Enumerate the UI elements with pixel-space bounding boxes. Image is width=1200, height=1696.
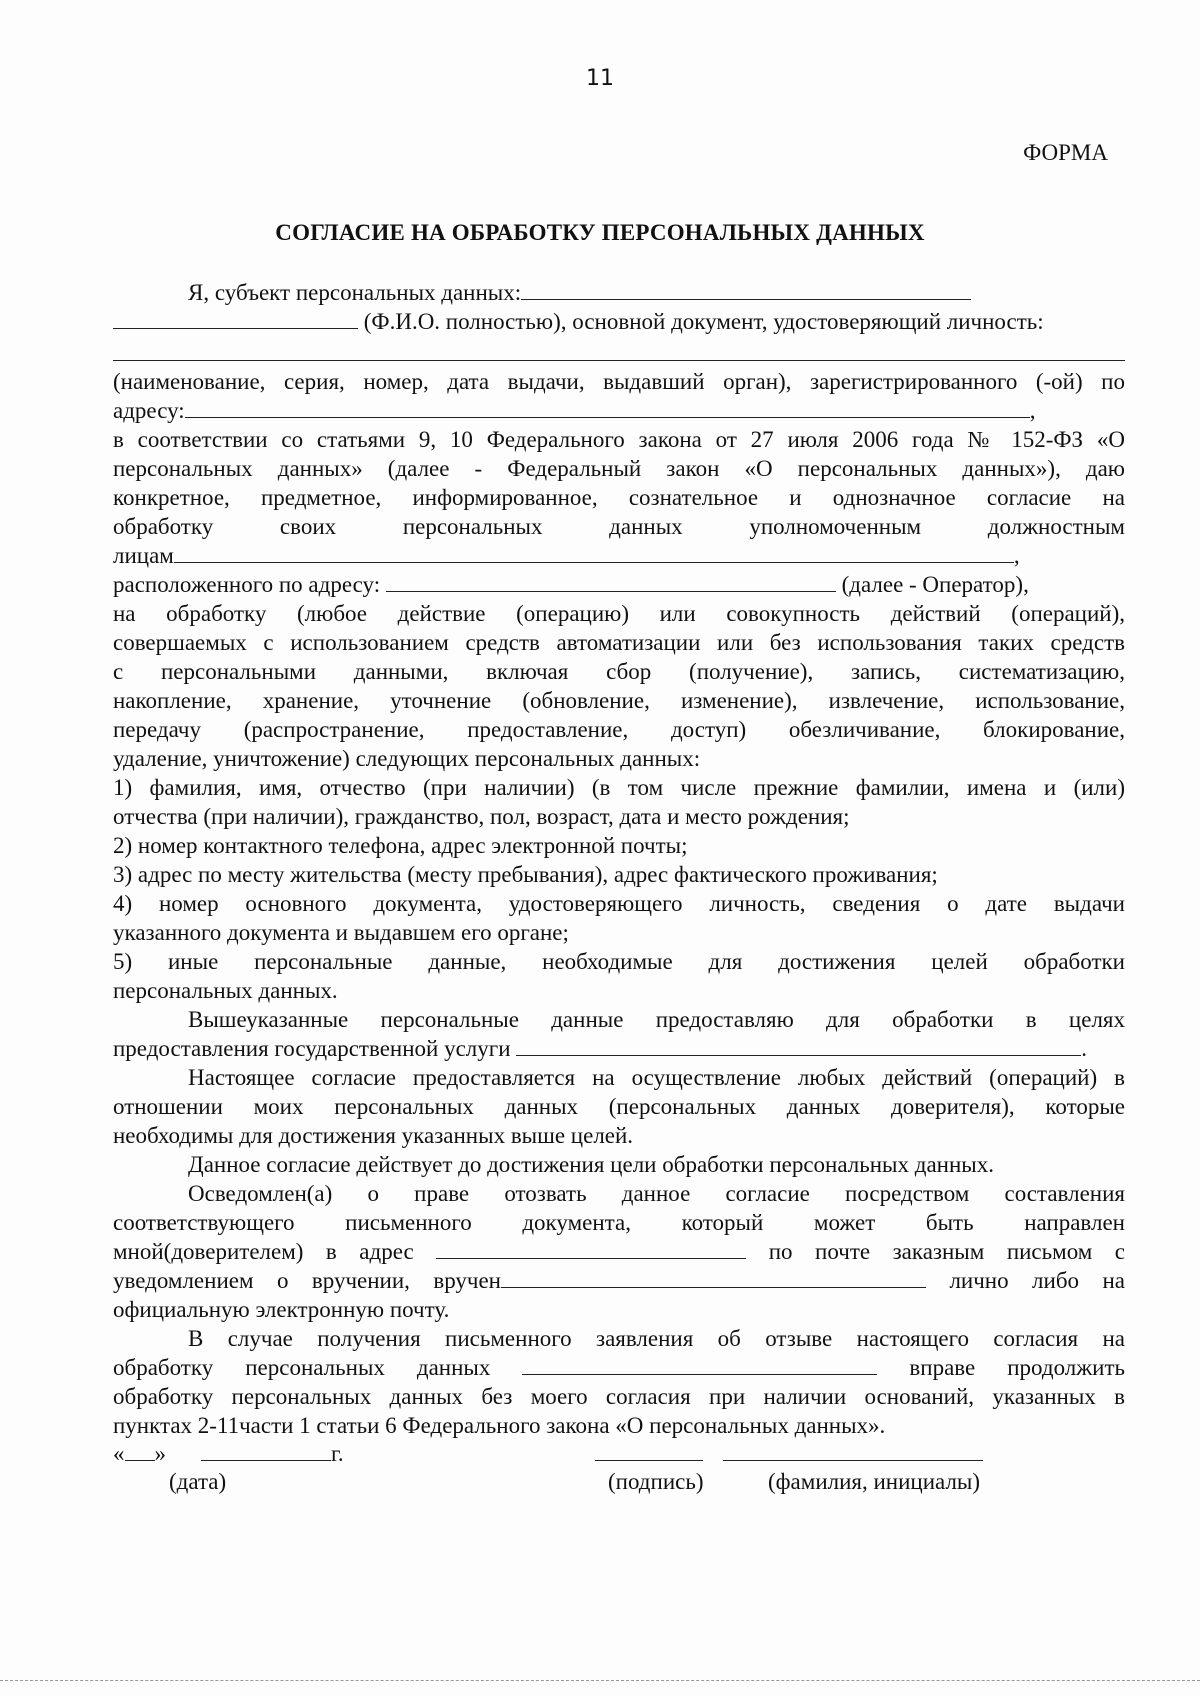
paragraph-start: Осведомлен(а) о праве отозвать данное согласие посредством составления bbox=[188, 1181, 1125, 1206]
registration-address-field[interactable] bbox=[185, 397, 1030, 418]
officials-label: лицам bbox=[113, 543, 174, 568]
comma: , bbox=[1013, 543, 1020, 568]
text-line: с персональными данными, включая сбор (получение), запись, систематизацию, bbox=[113, 659, 1125, 684]
date-caption: (дата) bbox=[169, 1469, 227, 1494]
continue-label: обработку персональных данных bbox=[113, 1355, 491, 1380]
service-label: предоставления государственной услуги bbox=[113, 1036, 511, 1061]
document-field-line bbox=[113, 338, 1125, 367]
full-name-field-cont[interactable] bbox=[113, 308, 358, 329]
form-label: ФОРМА bbox=[1023, 140, 1108, 165]
text-line: официальную электронную почту. bbox=[113, 1297, 450, 1322]
paragraph-start: Вышеуказанные персональные данные предоставляю для обработки в целях bbox=[188, 1007, 1125, 1032]
revoke-address-label: мной(доверителем) в адрес bbox=[113, 1239, 414, 1264]
text-line: персональных данных» (далее - Федеральный закон «О персональных данных»), даю bbox=[113, 456, 1125, 481]
paragraph-start: Настоящее согласие предоставляется на осуществление любых действий (операций) в bbox=[188, 1065, 1125, 1090]
signature-caption: (подпись) bbox=[608, 1469, 704, 1494]
document-caption: (наименование, серия, номер, дата выдачи, выдавший орган), зарегистрированного (-ой) по bbox=[113, 369, 1125, 394]
date-day bbox=[113, 1440, 166, 1467]
continue-processing-line bbox=[113, 1353, 1125, 1382]
continue-caption: вправе продолжить bbox=[909, 1355, 1126, 1380]
delivery-line bbox=[113, 1266, 1125, 1295]
revoke-address-field[interactable] bbox=[436, 1238, 746, 1259]
text-line: накопление, хранение, уточнение (обновление, изменение), извлечение, использование, bbox=[113, 688, 1125, 713]
text-line: необходимы для достижения указанных выше целей. bbox=[113, 1123, 634, 1148]
list-item-cont: отчества (при наличии), гражданство, пол, возраст, дата и место рождения; bbox=[113, 804, 850, 829]
page-number: 11 bbox=[586, 66, 614, 91]
year-suffix: г. bbox=[331, 1441, 344, 1466]
delivery-label: уведомлением о вручении, вручен bbox=[113, 1268, 501, 1293]
address-line bbox=[113, 396, 1125, 425]
state-service-field[interactable] bbox=[516, 1035, 1081, 1056]
list-item: 1) фамилия, имя, отчество (при наличии) (в том числе прежние фамилии, имена и (или) bbox=[113, 775, 1125, 800]
list-item-cont: персональных данных. bbox=[113, 978, 338, 1003]
paragraph-start: В случае получения письменного заявления об отзыве настоящего согласия на bbox=[188, 1326, 1125, 1351]
text-line: обработку своих персональных данных уполномоченным должностным bbox=[113, 514, 1125, 539]
document-body bbox=[113, 278, 1125, 1498]
paragraph-start: Данное согласие действует до достижения цели обработки персональных данных. bbox=[188, 1152, 994, 1177]
operator-address-line bbox=[113, 570, 1125, 599]
operator-address-label: расположенного по адресу: bbox=[113, 572, 381, 597]
subject-label: Я, субъект персональных данных: bbox=[188, 280, 522, 305]
date-month-year bbox=[201, 1440, 344, 1467]
list-item-cont: указанного документа и выдавшем его органе; bbox=[113, 920, 569, 945]
text-line: совершаемых с использованием средств автоматизации или без использования таких средств bbox=[113, 630, 1125, 655]
scan-edge-line bbox=[0, 1680, 1200, 1681]
address-label: адресу: bbox=[113, 398, 185, 423]
month-field[interactable] bbox=[201, 1440, 331, 1461]
signature-row bbox=[113, 1440, 1125, 1469]
text-line: пунктах 2-11части 1 статьи 6 Федерального закона «О персональных данных». bbox=[113, 1413, 886, 1438]
quote-close: » bbox=[154, 1441, 166, 1466]
operator-caption: (далее - Оператор), bbox=[841, 572, 1029, 597]
subject-line bbox=[113, 278, 1125, 307]
list-item: 3) адрес по месту жительства (месту пребывания), адрес фактического проживания; bbox=[113, 862, 938, 887]
text-line: на обработку (любое действие (операцию) или совокупность действий (операций), bbox=[113, 601, 1125, 626]
text-line: конкретное, предметное, информированное, сознательное и однозначное согласие на bbox=[113, 485, 1125, 510]
text-line: удаление, уничтожение) следующих персональных данных: bbox=[113, 746, 701, 771]
text-line: передачу (распространение, предоставление, доступ) обезличивание, блокирование, bbox=[113, 717, 1125, 742]
officials-field[interactable] bbox=[174, 542, 1014, 563]
officials-line bbox=[113, 541, 1125, 570]
comma: , bbox=[1029, 398, 1036, 423]
fio-line bbox=[113, 307, 1125, 336]
revoke-address-caption: по почте заказным письмом с bbox=[768, 1239, 1126, 1264]
full-name-field[interactable] bbox=[521, 279, 971, 300]
text-line: в соответствии со статьями 9, 10 Федерального закона от 27 июля 2006 года № 152-ФЗ «О bbox=[113, 427, 1125, 452]
list-item: 4) номер основного документа, удостоверяющего личность, сведения о дате выдачи bbox=[113, 891, 1125, 916]
name-initials-field[interactable] bbox=[723, 1440, 983, 1461]
service-line bbox=[113, 1034, 1125, 1063]
caption-row bbox=[113, 1469, 1125, 1498]
list-item: 2) номер контактного телефона, адрес электронной почты; bbox=[113, 833, 688, 858]
operator-address-field[interactable] bbox=[386, 571, 836, 592]
revoke-address-line bbox=[113, 1237, 1125, 1266]
name-blank bbox=[723, 1440, 983, 1467]
quote-open: « bbox=[113, 1441, 125, 1466]
identity-document-field[interactable] bbox=[113, 338, 1125, 361]
day-field[interactable] bbox=[125, 1440, 155, 1461]
signature-blank bbox=[595, 1440, 703, 1467]
text-line: отношении моих персональных данных (персональных данных доверителя), которые bbox=[113, 1094, 1125, 1119]
fio-caption: (Ф.И.О. полностью), основной документ, удостоверяющий личность: bbox=[363, 309, 1044, 334]
name-caption: (фамилия, инициалы) bbox=[768, 1469, 981, 1494]
document-title: СОГЛАСИЕ НА ОБРАБОТКУ ПЕРСОНАЛЬНЫХ ДАННЫХ bbox=[275, 220, 925, 245]
signature-field[interactable] bbox=[595, 1440, 703, 1461]
delivery-field[interactable] bbox=[501, 1267, 926, 1288]
period: . bbox=[1081, 1036, 1088, 1061]
delivery-caption: лично либо на bbox=[949, 1268, 1126, 1293]
text-line: обработку персональных данных без моего согласия при наличии оснований, указанных в bbox=[113, 1384, 1125, 1409]
operator-name-field[interactable] bbox=[522, 1354, 877, 1375]
list-item: 5) иные персональные данные, необходимые для достижения целей обработки bbox=[113, 949, 1125, 974]
text-line: соответствующего письменного документа, который может быть направлен bbox=[113, 1210, 1125, 1235]
